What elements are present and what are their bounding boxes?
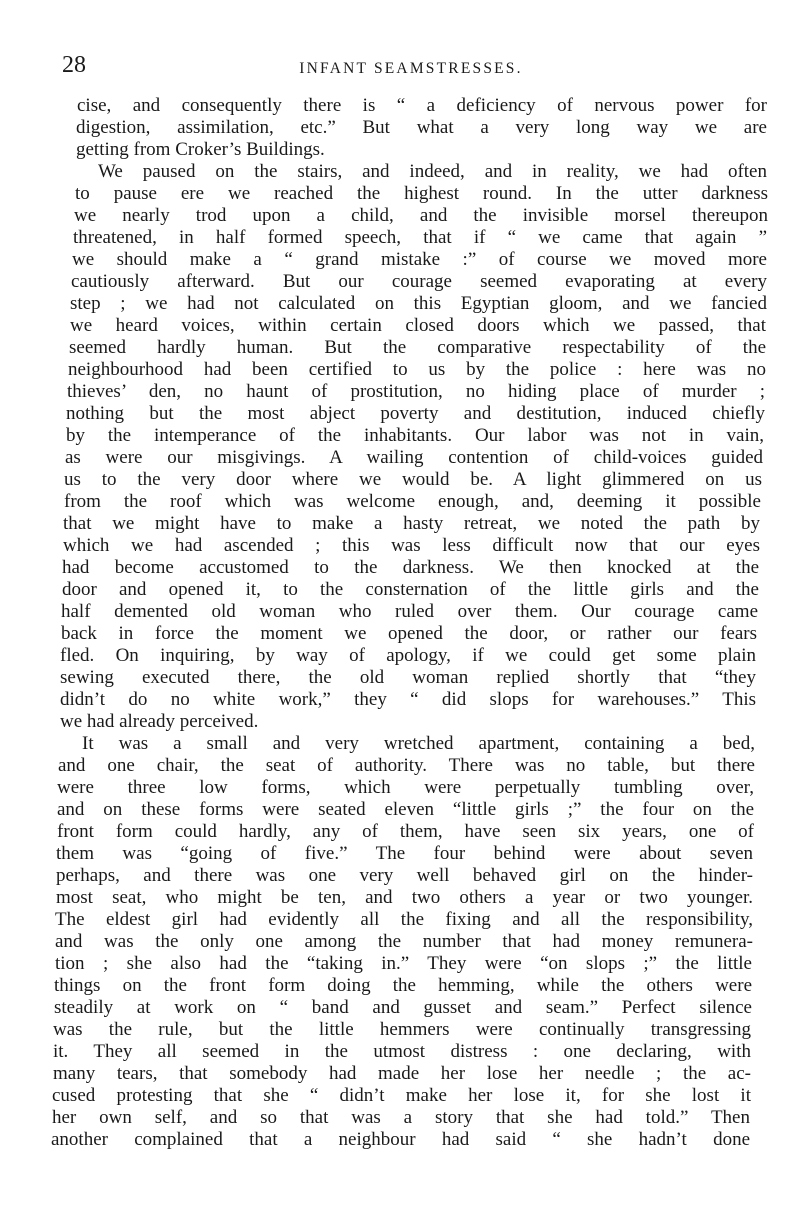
text-line: to pause ere we reached the highest round. In the utter darkness — [75, 183, 768, 204]
text-line: threatened, in half formed speech, that if “ we came that again ” — [73, 227, 767, 248]
text-line: perhaps, and there was one very well behaved girl on the hinder- — [56, 865, 753, 886]
text-line: we should make a “ grand mistake :” of course we moved more — [72, 249, 767, 270]
text-line: us to the very door where we would be. A light glimmered on us — [64, 469, 762, 490]
text-line: was the rule, but the little hemmers were continually transgressing — [53, 1019, 751, 1040]
text-line: digestion, assimilation, etc.” But what a very long way we are — [76, 117, 767, 138]
text-line: we heard voices, within certain closed doors which we passed, that — [70, 315, 766, 336]
text-line: and one chair, the seat of authority. There was no table, but there — [58, 755, 755, 776]
text-line: we nearly trod upon a child, and the invisible morsel thereupon — [74, 205, 768, 226]
text-line: sewing executed there, the old woman replied shortly that “they — [60, 667, 756, 688]
text-line: another complained that a neighbour had said “ she hadn’t done — [51, 1129, 750, 1150]
text-line: we had already perceived. — [60, 711, 259, 732]
text-line: many tears, that somebody had made her lose her needle ; the ac- — [53, 1063, 751, 1084]
text-line: nothing but the most abject poverty and destitution, induced chiefly — [66, 403, 765, 424]
text-line: and on these forms were seated eleven “little girls ;” the four on the — [57, 799, 754, 820]
text-line: tion ; she also had the “taking in.” They were “on slops ;” the little — [55, 953, 752, 974]
text-line: and was the only one among the number that had money remunera- — [55, 931, 753, 952]
text-line: fled. On inquiring, by way of apology, if we could get some plain — [60, 645, 756, 666]
text-line: It was a small and very wretched apartment, containing a bed, — [82, 733, 755, 754]
text-line: step ; we had not calculated on this Egyptian gloom, and we fancied — [70, 293, 767, 314]
text-line: steadily at work on “ band and gusset and seam.” Perfect silence — [54, 997, 752, 1018]
text-line: from the roof which was welcome enough, and, deeming it possible — [64, 491, 761, 512]
text-line: thieves’ den, no haunt of prostitution, no hiding place of murder ; — [67, 381, 765, 402]
text-line: her own self, and so that was a story that she had told.” Then — [52, 1107, 750, 1128]
text-line: front form could hardly, any of them, have seen six years, one of — [57, 821, 754, 842]
running-title: INFANT SEAMSTRESSES. — [299, 60, 523, 77]
text-line: that we might have to make a hasty retreat, we noted the path by — [63, 513, 760, 534]
text-line: cautiously afterward. But our courage seemed evaporating at every — [71, 271, 767, 292]
text-line: had become accustomed to the darkness. We then knocked at the — [62, 557, 759, 578]
text-line: neighbourhood had been certified to us by the police : here was no — [68, 359, 766, 380]
text-line: door and opened it, to the consternation of the little girls and the — [62, 579, 759, 600]
text-line: as were our misgivings. A wailing contention of child-voices guided — [65, 447, 763, 468]
text-line: seemed hardly human. But the comparative respectability of the — [69, 337, 766, 358]
page-number: 28 — [62, 52, 86, 78]
text-line: The eldest girl had evidently all the fixing and all the responsibility, — [55, 909, 753, 930]
text-line: by the intemperance of the inhabitants. Our labor was not in vain, — [66, 425, 764, 446]
text-line: them was “going of five.” The four behind were about seven — [56, 843, 753, 864]
text-line: We paused on the stairs, and indeed, and in reality, we had often — [98, 161, 767, 182]
text-line: cused protesting that she “ didn’t make her lose it, for she lost it — [52, 1085, 751, 1106]
page-header — [56, 52, 766, 82]
text-line: which we had ascended ; this was less difficult now that our eyes — [63, 535, 760, 556]
text-line: it. They all seemed in the utmost distress : one declaring, with — [53, 1041, 751, 1062]
text-line: half demented old woman who ruled over them. Our courage came — [61, 601, 758, 622]
text-line: things on the front form doing the hemming, while the others were — [54, 975, 752, 996]
text-line: didn’t do no white work,” they “ did slops for warehouses.” This — [60, 689, 756, 710]
text-line: were three low forms, which were perpetually tumbling over, — [57, 777, 754, 798]
text-line: cise, and consequently there is “ a deficiency of nervous power for — [77, 95, 767, 116]
text-line: back in force the moment we opened the door, or rather our fears — [61, 623, 757, 644]
text-line: most seat, who might be ten, and two others a year or two younger. — [56, 887, 753, 908]
text-line: getting from Croker’s Buildings. — [76, 139, 325, 160]
